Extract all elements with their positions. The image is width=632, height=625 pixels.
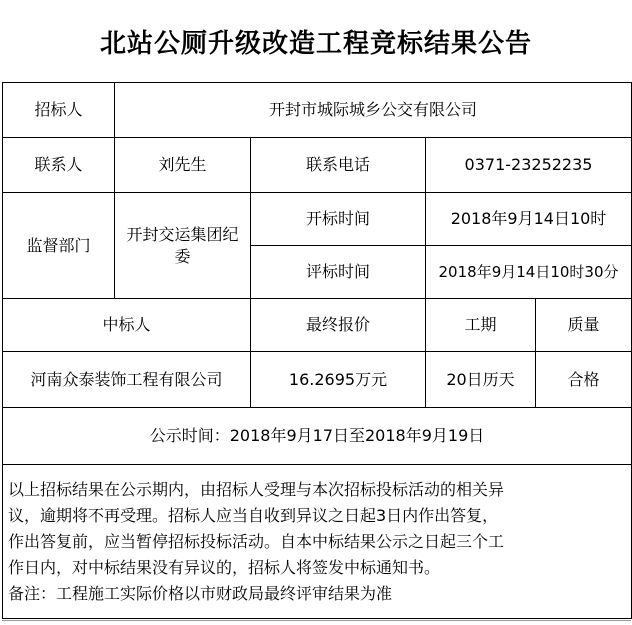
contact-label: 联系人 [3, 138, 115, 193]
notes-line: 议，逾期将不再受理。招标人应当自收到异议之日起3日内作出答复， [8, 505, 499, 525]
evaluation-time-value: 2018年9月14日10时30分 [426, 246, 632, 299]
notes-line: 作出答复前，应当暂停招标投标活动。自本中标结果公示之日起三个工 [8, 531, 505, 551]
evaluation-time-label: 评标时间 [251, 246, 426, 299]
result-final-price: 16.2695万元 [251, 352, 426, 408]
notes-remark: 备注：工程施工实际价格以市财政局最终评审结果为准 [8, 583, 393, 603]
result-duration: 20日历天 [426, 352, 536, 408]
header-duration: 工期 [426, 299, 536, 352]
header-final-price: 最终报价 [251, 299, 426, 352]
contact-value: 刘先生 [115, 138, 251, 193]
result-winner: 河南众泰装饰工程有限公司 [3, 352, 251, 408]
bottom-rule [2, 620, 631, 621]
document-title: 北站公厕升级改造工程竞标结果公告 [99, 28, 532, 59]
opening-time-label: 开标时间 [251, 193, 426, 246]
supervisor-label: 监督部门 [3, 193, 115, 299]
tenderer-value: 开封市城际城乡公交有限公司 [115, 83, 632, 138]
notes-line: 以上招标结果在公示期内，由招标人受理与本次招标投标活动的相关异 [8, 479, 505, 499]
bid-result-table [2, 82, 632, 619]
phone-label: 联系电话 [251, 138, 426, 193]
phone-value: 0371-23252235 [426, 138, 632, 193]
notes-line: 作日内，对中标结果没有异议的，招标人将签发中标通知书。 [8, 557, 441, 577]
result-quality: 合格 [536, 352, 632, 408]
header-winner: 中标人 [3, 299, 251, 352]
supervisor-value: 开封交运集团纪委 [115, 193, 251, 299]
header-quality: 质量 [536, 299, 632, 352]
tenderer-label: 招标人 [3, 83, 115, 138]
notes-cell [3, 465, 632, 619]
opening-time-value: 2018年9月14日10时 [426, 193, 632, 246]
publicity-period: 公示时间：2018年9月17日至2018年9月19日 [3, 408, 632, 465]
